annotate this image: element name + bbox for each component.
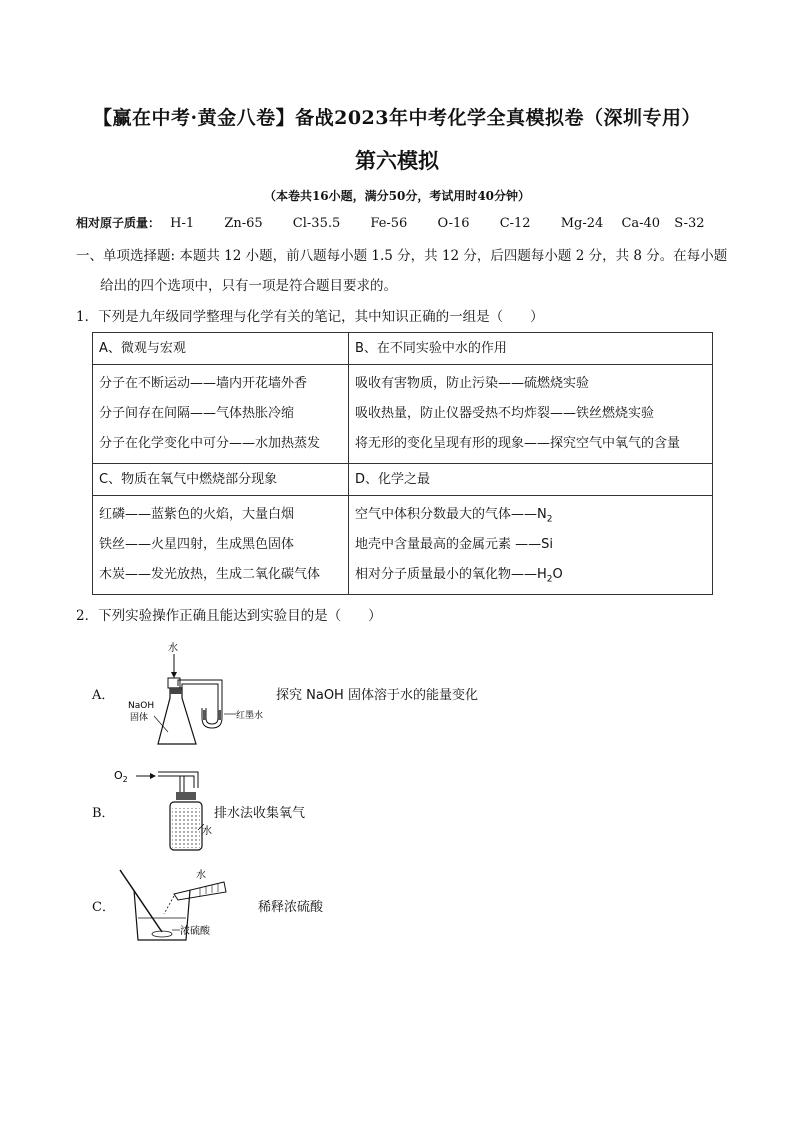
- subscript: 2: [546, 574, 553, 585]
- table-line: 红磷——蓝紫色的火焰，大量白烟: [99, 507, 295, 522]
- atomic-mass: Ca-40: [621, 216, 661, 231]
- fig-b-o2-label: $O_2$: [114, 769, 128, 784]
- atomic-mass: S-32: [674, 216, 705, 231]
- figure-c-beaker: [116, 864, 246, 948]
- option-c-text: 稀释浓硫酸: [258, 900, 324, 915]
- atomic-mass: Fe-56: [370, 216, 408, 231]
- cell-d-body: [349, 496, 713, 595]
- fig-a-solid-label: 固体: [130, 713, 149, 723]
- option-b-text: 排水法收集氧气: [214, 806, 306, 821]
- cell-a-head: A、微观与宏观: [93, 333, 349, 365]
- atomic-mass: Mg-24: [560, 216, 604, 231]
- exam-subtitle: 第六模拟: [355, 148, 439, 173]
- figure-a-flask: [118, 636, 264, 752]
- atomic-mass: Zn-65: [224, 216, 263, 231]
- table-line: 分子间存在间隔——气体热胀冷缩: [99, 406, 295, 421]
- section-line-2: 给出的四个选项中，只有一项是符合题目要求的。: [100, 278, 397, 294]
- fig-a-naoh-label: NaOH: [128, 701, 155, 711]
- atomic-mass: Cl-35.5: [292, 216, 341, 231]
- cell-b-head: B、在不同实验中水的作用: [349, 333, 713, 365]
- question-1-stem: 1．下列是九年级同学整理与化学有关的笔记，其中知识正确的一组是（ ）: [76, 309, 544, 325]
- table-line: 将无形的变化呈现有形的现象——探究空气中氧气的含量: [355, 436, 681, 451]
- table-line-text: 空气中体积分数最大的气体——N: [355, 507, 547, 522]
- fig-b-water-label: 水: [202, 826, 212, 837]
- cell-b-body: [349, 365, 713, 464]
- cell-d-head: D、化学之最: [349, 464, 713, 496]
- table-line: 地壳中含量最高的金属元素 ——Si: [355, 537, 553, 552]
- table-line: 吸收热量，防止仪器受热不均炸裂——铁丝燃烧实验: [355, 406, 655, 421]
- section-line-1: 一、单项选择题: 本题共 12 小题，前八题每小题 1.5 分，共 12 分，后四题每小题 2 分，共 8 分。在每小题: [76, 248, 728, 264]
- table-line: 分子在化学变化中可分——水加热蒸发: [99, 436, 321, 451]
- atomic-mass: O-16: [437, 216, 470, 231]
- fig-a-water-label: 水: [168, 643, 178, 654]
- table-line-text: O: [552, 567, 563, 582]
- table-line: 分子在不断运动——墙内开花墙外香: [99, 376, 308, 391]
- atomic-masses-label: 相对原子质量：: [76, 216, 161, 230]
- exam-note: （本卷共16小题，满分50分，考试用时40分钟）: [263, 189, 531, 203]
- cell-a-body: [93, 365, 349, 464]
- table-line: 铁丝——火星四射，生成黑色固体: [99, 537, 295, 552]
- option-c-label: C．: [92, 900, 115, 915]
- table-line: [355, 500, 706, 530]
- option-a-label: A．: [92, 688, 115, 703]
- subscript: 2: [546, 514, 553, 525]
- cell-c-body: [93, 496, 349, 595]
- option-a-text: 探究 NaOH 固体溶于水的能量变化: [276, 688, 478, 703]
- section-instructions: [76, 241, 726, 301]
- table-line: 吸收有害物质，防止污染——硫燃烧实验: [355, 376, 590, 391]
- exam-title: 【赢在中考·黄金八卷】备战2023年中考化学全真模拟卷（深圳专用）: [93, 107, 701, 129]
- option-b-label: B．: [92, 806, 115, 821]
- table-line-text: 相对分子质量最小的氧化物——H: [355, 567, 547, 582]
- fig-a-ink-label: 红墨水: [236, 711, 264, 721]
- question-2-stem: 2．下列实验操作正确且能达到实验目的是（ ）: [76, 608, 382, 624]
- cell-c-head: C、物质在氧气中燃烧部分现象: [93, 464, 349, 496]
- fig-c-acid-label: 浓硫酸: [180, 926, 210, 937]
- atomic-masses: [76, 214, 705, 231]
- figure-b-bottle: [110, 762, 220, 854]
- question-1-table: [92, 332, 713, 595]
- fig-c-water-label: 水: [196, 870, 206, 881]
- table-line: [355, 560, 706, 590]
- table-line: 木炭——发光放热，生成二氧化碳气体: [99, 567, 321, 582]
- atomic-mass: C-12: [499, 216, 531, 231]
- atomic-mass: H-1: [170, 216, 195, 231]
